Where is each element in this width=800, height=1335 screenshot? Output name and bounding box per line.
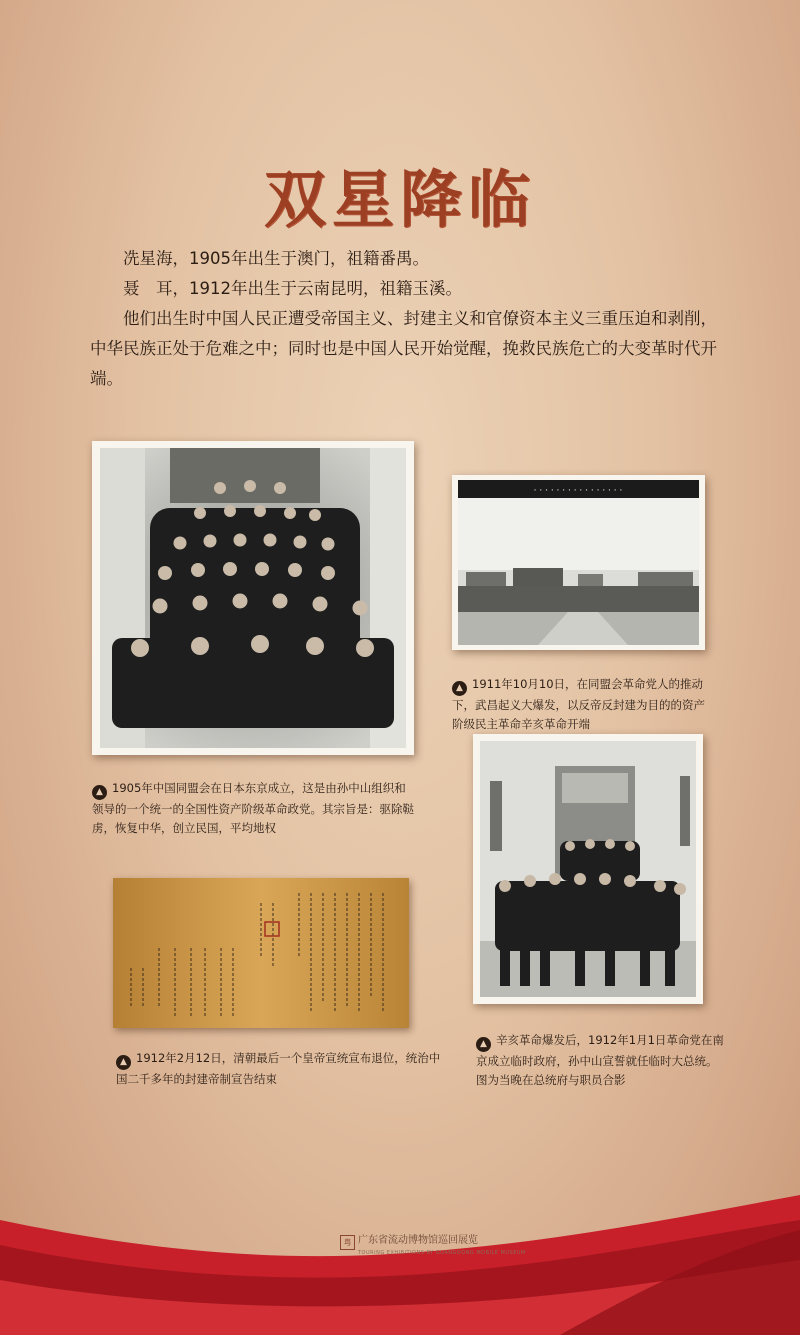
photo-abdication-edict — [113, 878, 409, 1028]
panel-title: 双星降临 — [263, 163, 536, 236]
photo-wuchang-uprising — [452, 475, 705, 650]
caption-text: 1912年2月12日，清朝最后一个皇帝宣统宣布退位，统治中国二千多年的封建帝制宣告结束 — [116, 1051, 441, 1086]
intro-line-xian-xinghai: 冼星海，1905年出生于澳门，祖籍番禺。 — [123, 249, 429, 268]
museum-logo — [340, 1231, 526, 1256]
wuchang-photo-image — [458, 480, 699, 645]
red-ribbon-decoration — [0, 1190, 800, 1335]
intro-line-nie-er: 聂 耳，1912年出生于云南昆明，祖籍玉溪。 — [123, 279, 462, 298]
navigation-arrow-icon: ▲ — [452, 681, 467, 696]
museum-subtitle: TOURING EXHIBITIONS BY GUANGDONG MOBILE MUSEUM — [358, 1250, 526, 1256]
caption-text: 辛亥革命爆发后，1912年1月1日革命党在南京成立临时政府，孙中山宣誓就任临时大总统。图为当晚在总统府与职员合影 — [476, 1033, 724, 1087]
navigation-arrow-icon: ▲ — [116, 1055, 131, 1070]
edict-document-image — [113, 878, 409, 1028]
intro-line-context: 他们出生时中国人民正遭受帝国主义、封建主义和官僚资本主义三重压迫和剥削，中华民族正处于危难之中；同时也是中国人民开始觉醒，挽救民族危亡的大变革时代开端。 — [90, 309, 717, 388]
caption-text: 1905年中国同盟会在日本东京成立，这是由孙中山组织和领导的一个统一的全国性资产阶级革命政党。其宗旨是：驱除鞑虏，恢复中华，创立民国，平均地权 — [92, 781, 414, 835]
svg-text:· · · · · · · · · · · · · · ·: · · · · · · · · · · · · · · · · — [533, 486, 623, 496]
photo-caption-tongmenghui — [92, 779, 417, 838]
photo-nanjing-government — [473, 734, 703, 1004]
photo-caption-wuchang — [452, 675, 714, 734]
group-photo-image — [100, 448, 406, 748]
nanjing-photo-image — [480, 741, 696, 997]
navigation-arrow-icon: ▲ — [92, 785, 107, 800]
navigation-arrow-icon: ▲ — [476, 1037, 491, 1052]
photo-caption-abdication — [116, 1049, 446, 1089]
caption-text: 1911年10月10日，在同盟会革命党人的推动下，武昌起义大爆发，以反帝反封建为目的的资产阶级民主革命辛亥革命开端 — [452, 677, 705, 731]
museum-seal-icon: 粤 — [340, 1235, 355, 1250]
intro-text — [90, 244, 730, 394]
museum-name: 广东省流动博物馆巡回展览 — [358, 1235, 478, 1246]
photo-tongmenghui — [92, 441, 414, 755]
photo-caption-nanjing — [476, 1031, 726, 1090]
